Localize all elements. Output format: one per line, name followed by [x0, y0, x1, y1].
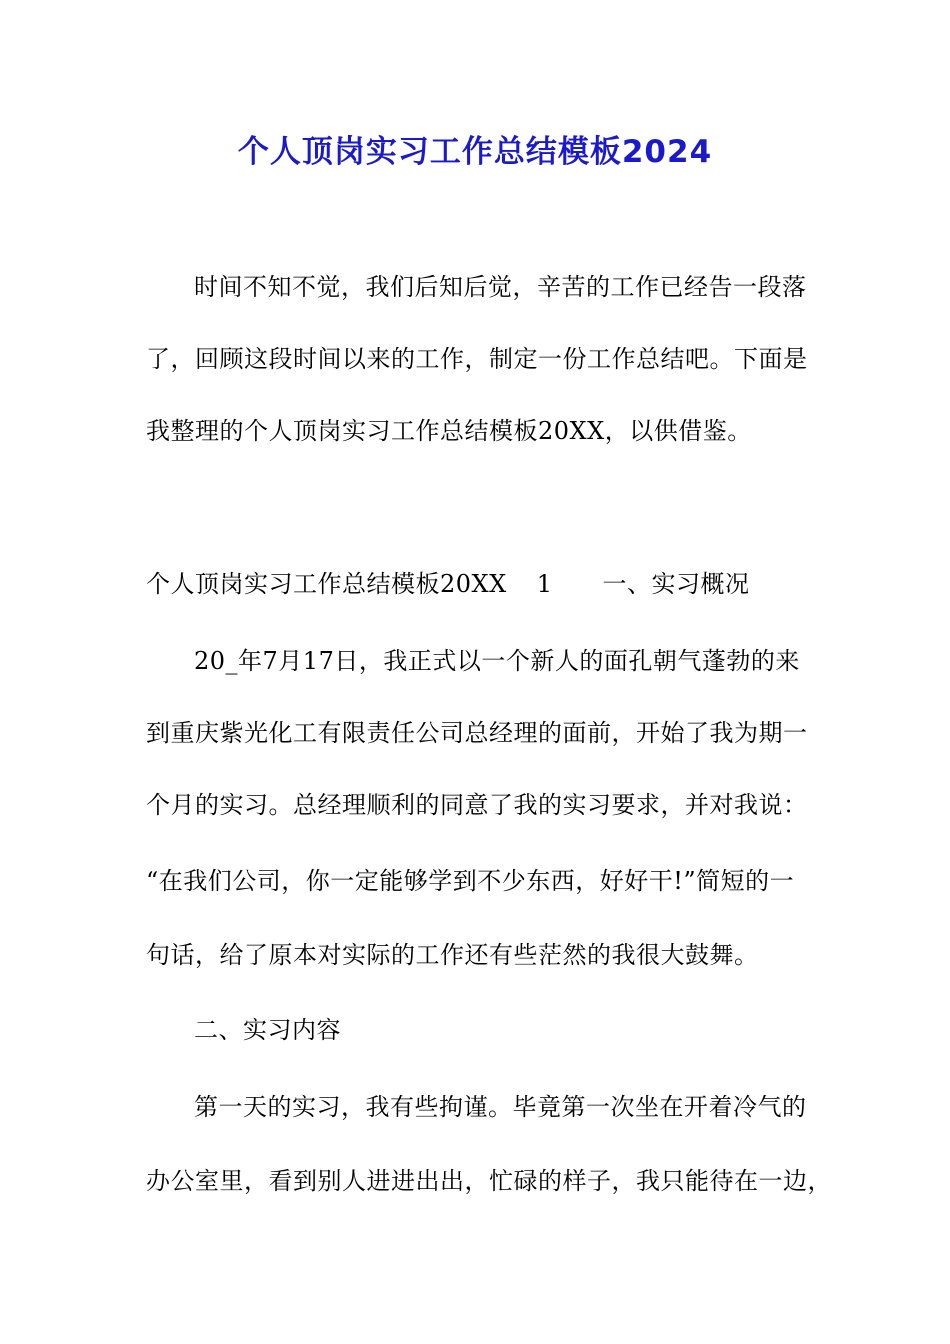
intro-line-1: 时间不知不觉，我们后知后觉，辛苦的工作已经告一段落 — [194, 273, 807, 301]
overview-line-4: “在我们公司，你一定能够学到不少东西，好好干!”简短的一 — [146, 867, 795, 895]
overview-line-3: 个月的实习。总经理顺利的同意了我的实习要求，并对我说： — [146, 791, 808, 819]
overview-line-2: 到重庆紫光化工有限责任公司总经理的面前，开始了我为期一 — [146, 719, 808, 747]
content-line-1: 第一天的实习，我有些拘谨。毕竟第一次坐在开着冷气的 — [194, 1093, 807, 1121]
section-header-number: 1 — [536, 570, 553, 598]
document-title: 个人顶岗实习工作总结模板2024 — [237, 134, 713, 170]
section-header-title: 个人顶岗实习工作总结模板20XX — [146, 570, 507, 598]
content-line-2: 办公室里，看到别人进进出出，忙碌的样子，我只能待在一边， — [146, 1167, 832, 1195]
section-header-subtitle: 一、实习概况 — [602, 570, 750, 598]
intro-line-2: 了，回顾这段时间以来的工作，制定一份工作总结吧。下面是 — [146, 345, 808, 373]
overview-line-5: 句话，给了原本对实际的工作还有些茫然的我很大鼓舞。 — [146, 941, 759, 969]
section-header — [146, 567, 826, 601]
content-heading: 二、实习内容 — [194, 1016, 341, 1044]
overview-line-1: 20_年7月17日，我正式以一个新人的面孔朝气蓬勃的来 — [194, 647, 800, 675]
intro-line-3: 我整理的个人顶岗实习工作总结模板20XX，以供借鉴。 — [146, 417, 752, 445]
